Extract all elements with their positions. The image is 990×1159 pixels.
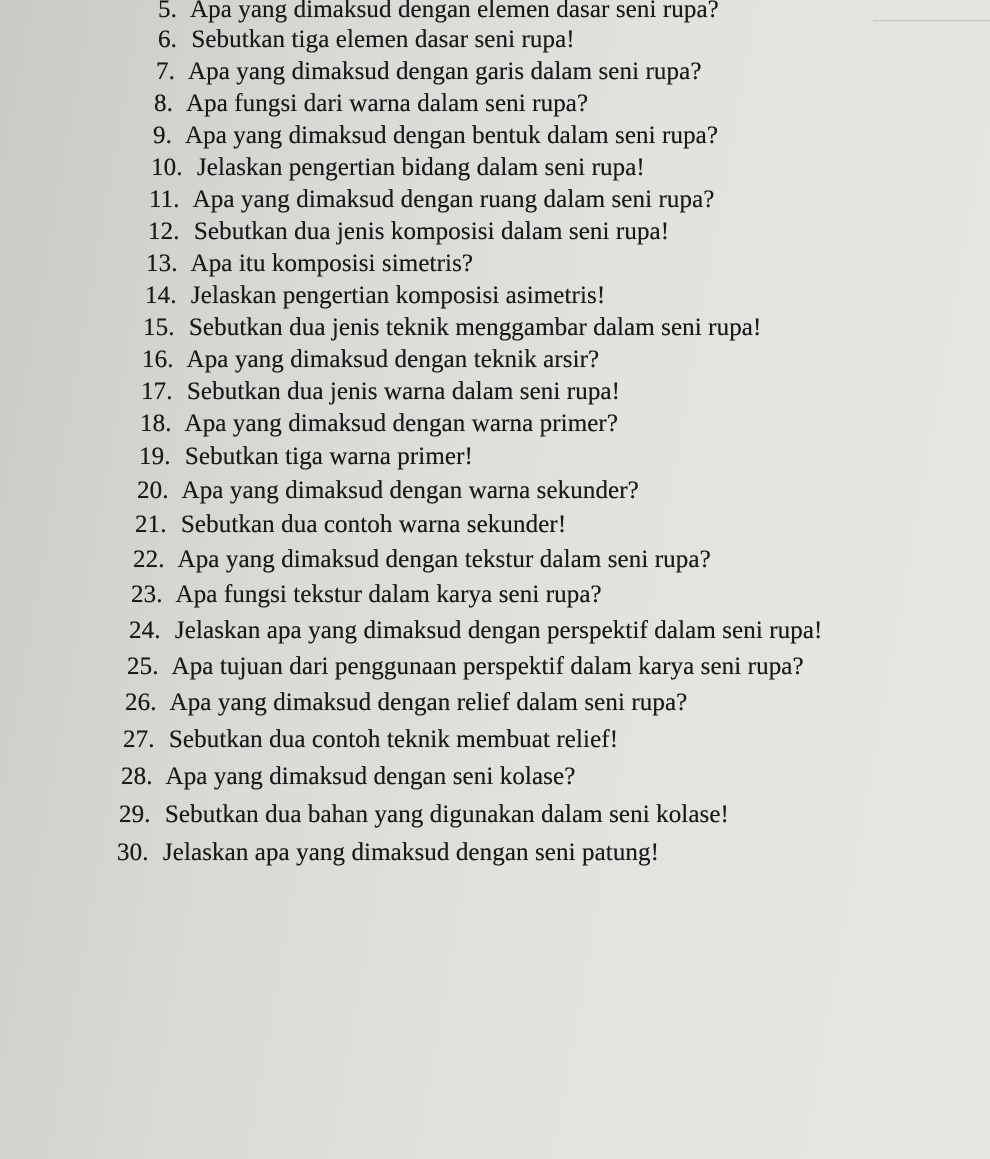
question-number: 6. xyxy=(158,26,177,53)
question-number: 14. xyxy=(145,282,177,309)
question-item xyxy=(139,443,473,471)
question-number: 5. xyxy=(158,0,177,23)
question-text: Apa yang dimaksud dengan warna primer? xyxy=(184,410,619,437)
question-text: Apa tujuan dari penggunaan perspektif dalam karya seni rupa? xyxy=(171,653,804,680)
question-text: Sebutkan dua jenis komposisi dalam seni rupa! xyxy=(193,218,670,245)
question-item xyxy=(125,689,687,717)
question-item xyxy=(146,250,473,278)
question-item xyxy=(143,314,761,342)
question-item xyxy=(117,839,659,867)
question-text: Apa yang dimaksud dengan garis dalam seni rupa? xyxy=(187,58,702,85)
question-text: Apa fungsi dari warna dalam seni rupa? xyxy=(185,90,589,117)
bleed-through-texture: ⎯⎯⎯⎯⎯⎯⎯⎯⎯ xyxy=(872,4,990,33)
question-text: Apa yang dimaksud dengan ruang dalam seni rupa? xyxy=(192,186,715,213)
question-item xyxy=(140,410,618,438)
question-text: Sebutkan dua jenis warna dalam seni rupa! xyxy=(186,378,621,405)
question-number: 28. xyxy=(121,763,153,790)
question-text: Sebutkan dua jenis teknik menggambar dalam seni rupa! xyxy=(188,314,762,341)
question-item xyxy=(151,154,645,182)
question-number: 19. xyxy=(139,443,171,470)
question-number: 9. xyxy=(153,122,172,149)
question-text: Apa yang dimaksud dengan bentuk dalam seni rupa? xyxy=(184,122,719,149)
question-item xyxy=(137,477,639,505)
question-number: 21. xyxy=(135,511,167,538)
question-number: 16. xyxy=(142,346,174,373)
question-number: 15. xyxy=(143,314,175,341)
question-text: Sebutkan dua bahan yang digunakan dalam seni kolase! xyxy=(164,801,729,828)
question-text: Sebutkan tiga elemen dasar seni rupa! xyxy=(191,26,575,53)
question-number: 11. xyxy=(149,186,180,213)
question-item xyxy=(142,346,599,374)
question-text: Jelaskan pengertian bidang dalam seni rupa! xyxy=(196,154,645,181)
question-item xyxy=(156,58,702,86)
question-text: Sebutkan tiga warna primer! xyxy=(184,443,473,470)
question-text: Apa yang dimaksud dengan seni kolase? xyxy=(165,763,576,790)
question-item xyxy=(158,26,575,54)
question-number: 13. xyxy=(146,250,178,277)
question-number: 8. xyxy=(154,90,173,117)
question-item xyxy=(149,186,715,214)
question-text: Sebutkan dua contoh warna sekunder! xyxy=(180,511,567,538)
question-text: Jelaskan apa yang dimaksud dengan perspektif dalam seni rupa! xyxy=(174,617,823,644)
question-number: 20. xyxy=(137,477,169,504)
question-text: Jelaskan apa yang dimaksud dengan seni patung! xyxy=(162,839,660,866)
question-item xyxy=(133,546,711,574)
question-item xyxy=(121,763,575,791)
question-item xyxy=(154,90,588,118)
question-number: 18. xyxy=(140,410,172,437)
question-number: 26. xyxy=(125,689,157,716)
question-number: 24. xyxy=(129,617,161,644)
question-item xyxy=(148,218,669,246)
question-item xyxy=(129,617,822,645)
question-text: Apa yang dimaksud dengan teknik arsir? xyxy=(186,346,600,373)
question-text: Apa itu komposisi simetris? xyxy=(190,250,474,277)
question-text: Jelaskan pengertian komposisi asimetris! xyxy=(190,282,606,309)
question-number: 25. xyxy=(127,653,159,680)
question-number: 30. xyxy=(117,839,149,866)
question-item xyxy=(119,801,729,829)
question-number: 27. xyxy=(123,726,155,753)
question-item xyxy=(123,726,618,754)
question-number: 29. xyxy=(119,801,151,828)
question-text: Apa fungsi tekstur dalam karya seni rupa? xyxy=(175,581,602,608)
question-item xyxy=(145,282,605,310)
question-item xyxy=(131,581,602,609)
question-number: 10. xyxy=(151,154,183,181)
question-item xyxy=(141,378,620,406)
question-text: Apa yang dimaksud dengan elemen dasar seni rupa? xyxy=(189,0,719,23)
question-item xyxy=(135,511,566,539)
question-number: 7. xyxy=(156,58,175,85)
question-number: 23. xyxy=(131,581,163,608)
question-item xyxy=(153,122,718,150)
question-number: 22. xyxy=(133,546,165,573)
question-number: 17. xyxy=(141,378,173,405)
question-number: 12. xyxy=(148,218,180,245)
question-text: Sebutkan dua contoh teknik membuat relief! xyxy=(168,726,619,753)
question-text: Apa yang dimaksud dengan tekstur dalam seni rupa? xyxy=(177,546,711,573)
question-text: Apa yang dimaksud dengan relief dalam seni rupa? xyxy=(169,689,688,716)
question-text: Apa yang dimaksud dengan warna sekunder? xyxy=(181,477,639,504)
question-item xyxy=(158,0,719,24)
question-item xyxy=(127,653,804,681)
